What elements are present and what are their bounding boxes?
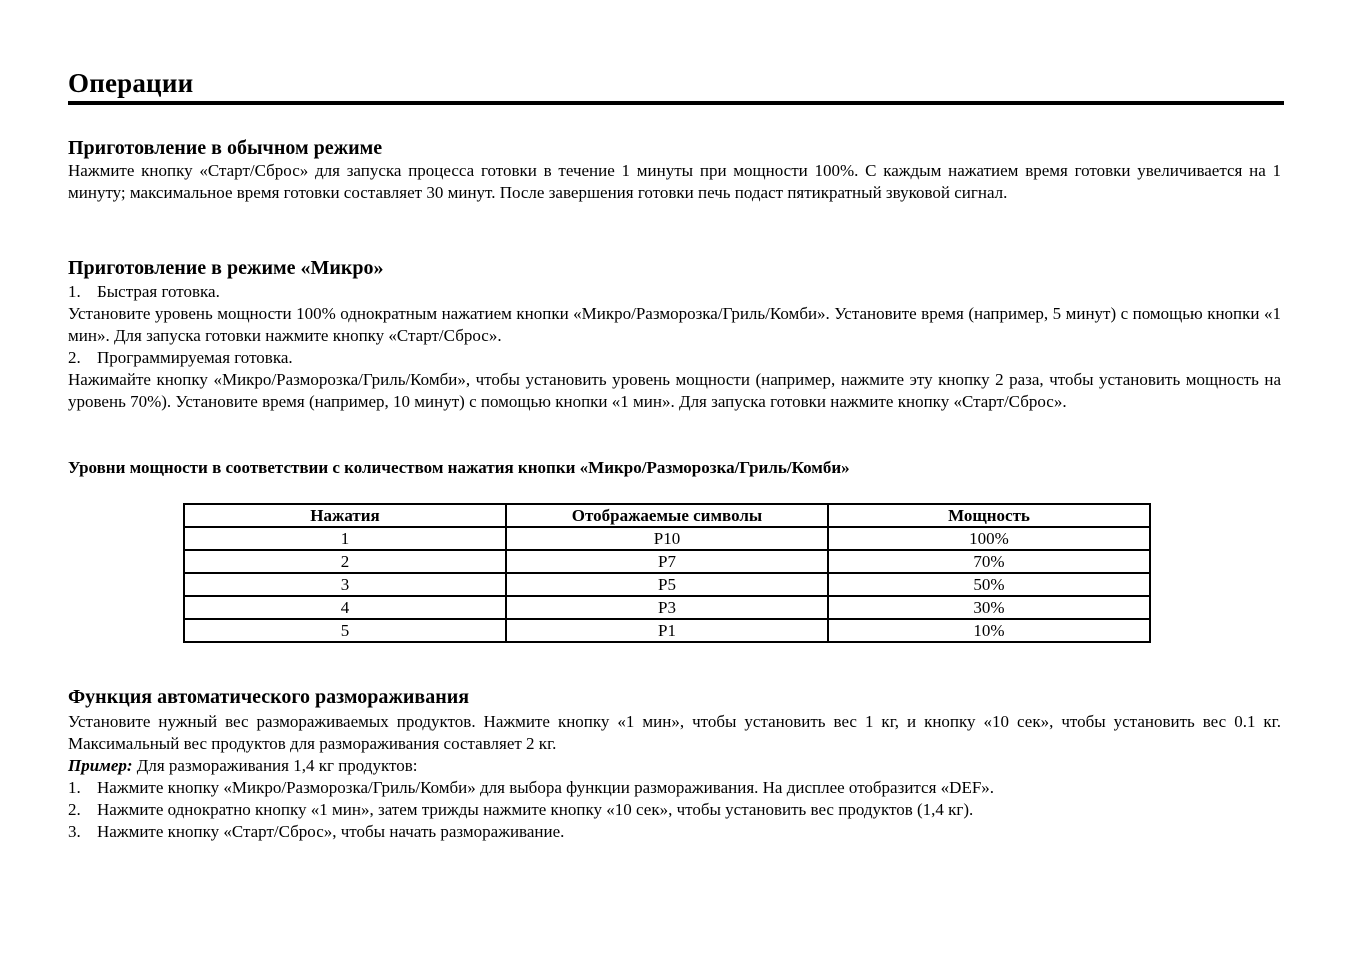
table-cell-symbol: P1: [506, 619, 828, 642]
table-row: [184, 596, 1150, 619]
title-rule: [68, 101, 1284, 105]
table-row: [184, 619, 1150, 642]
power-levels-table: [183, 503, 1151, 643]
micro-item-2-text: Нажимайте кнопку «Микро/Разморозка/Гриль/Комби», чтобы установить уровень мощности (например, нажмите эту кнопку 2 раза, чтобы установить мощность на уровень 70%). Установите время (например, 10 минут) с помощью кнопки «1 мин». Для запуска готовки нажмите кнопку «Старт/Сброс».: [68, 370, 1281, 411]
defrost-example-text: Для размораживания 1,4 кг продуктов:: [132, 756, 418, 775]
table-cell-power: 100%: [828, 527, 1150, 550]
micro-item-2-label: Программируемая готовка.: [97, 348, 293, 367]
table-cell-symbol: P10: [506, 527, 828, 550]
micro-item-1-number: 1.: [68, 282, 81, 301]
defrost-step-3-number: 3.: [68, 822, 81, 841]
section-title-auto-defrost: Функция автоматического размораживания: [68, 686, 470, 708]
table-cell-power: 10%: [828, 619, 1150, 642]
defrost-step-2: [68, 799, 973, 821]
micro-item-1: [68, 281, 220, 303]
micro-item-1-label: Быстрая готовка.: [97, 282, 220, 301]
table-row: [184, 527, 1150, 550]
table-cell-power: 70%: [828, 550, 1150, 573]
defrost-step-3-text: Нажмите кнопку «Старт/Сброс», чтобы начать размораживание.: [97, 822, 565, 841]
defrost-step-2-number: 2.: [68, 800, 81, 819]
table-cell-presses: 2: [184, 550, 506, 573]
defrost-step-3: [68, 821, 564, 843]
page-title: Операции: [68, 68, 194, 98]
defrost-example-label: Пример:: [68, 756, 133, 775]
table-cell-power: 50%: [828, 573, 1150, 596]
column-header-presses: Нажатия: [184, 504, 506, 527]
defrost-example: [68, 755, 417, 777]
table-cell-symbol: P7: [506, 550, 828, 573]
micro-item-1-text: Установите уровень мощности 100% однократным нажатием кнопки «Микро/Разморозка/Гриль/Комби». Установите время (например, 5 минут) с помощью кнопки «1 мин». Для запуска готовки нажмите кнопку «Старт/Сброс».: [68, 304, 1281, 345]
micro-item-2-number: 2.: [68, 348, 81, 367]
table-row: [184, 573, 1150, 596]
section-title-micro-cooking: Приготовление в режиме «Микро»: [68, 257, 384, 279]
section-title-normal-cooking: Приготовление в обычном режиме: [68, 137, 383, 159]
table-cell-symbol: P3: [506, 596, 828, 619]
column-header-display-symbols: Отображаемые символы: [506, 504, 828, 527]
table-cell-symbol: P5: [506, 573, 828, 596]
micro-item-2: [68, 347, 293, 369]
table-cell-presses: 3: [184, 573, 506, 596]
column-header-power: Мощность: [828, 504, 1150, 527]
defrost-step-2-text: Нажмите однократно кнопку «1 мин», затем трижды нажмите кнопку «10 сек», чтобы установить вес продуктов (1,4 кг).: [97, 800, 974, 819]
defrost-step-1: [68, 777, 994, 799]
table-cell-power: 30%: [828, 596, 1150, 619]
table-cell-presses: 4: [184, 596, 506, 619]
table-row: [184, 550, 1150, 573]
table-cell-presses: 5: [184, 619, 506, 642]
defrost-step-1-text: Нажмите кнопку «Микро/Разморозка/Гриль/Комби» для выбора функции размораживания. На дисплее отобразится «DEF».: [97, 778, 995, 797]
power-table-caption: Уровни мощности в соответствии с количеством нажатия кнопки «Микро/Разморозка/Гриль/Комби»: [68, 458, 850, 477]
defrost-step-1-number: 1.: [68, 778, 81, 797]
normal-cooking-text: Нажмите кнопку «Старт/Сброс» для запуска процесса готовки в течение 1 минуты при мощности 100%. С каждым нажатием время готовки увеличивается на 1 минуту; максимальное время готовки составляет 30 минут. После завершения готовки печь подаст пятикратный звуковой сигнал.: [68, 161, 1281, 202]
table-cell-presses: 1: [184, 527, 506, 550]
defrost-text: Установите нужный вес размораживаемых продуктов. Нажмите кнопку «1 мин», чтобы установить вес 1 кг, и кнопку «10 сек», чтобы установить вес 0.1 кг. Максимальный вес продуктов для размораживания составляет 2 кг.: [68, 712, 1281, 753]
table-header-row: [184, 504, 1150, 527]
